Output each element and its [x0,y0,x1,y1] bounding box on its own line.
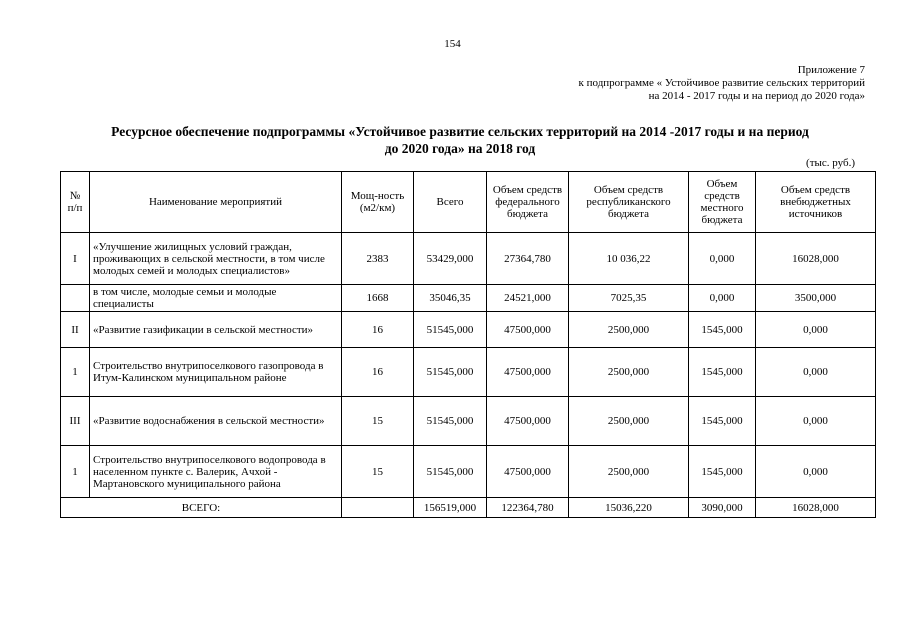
table-row [61,397,876,446]
cell-extra: 16028,000 [756,498,876,518]
cell-total: 35046,35 [414,285,487,312]
cell-local: 0,000 [689,233,756,285]
cell-num: II [61,312,90,348]
units-note: (тыс. руб.) [806,157,855,169]
cell-name: «Улучшение жилищных условий граждан, проживающих в сельской местности, в том числе молодых семей и молодых специалистов» [90,233,342,285]
cell-name: «Развитие водоснабжения в сельской местности» [90,397,342,446]
cell-federal: 122364,780 [487,498,569,518]
cell-local: 1545,000 [689,312,756,348]
cell-federal: 47500,000 [487,397,569,446]
header-num: № п/п [61,172,90,233]
table-row [61,312,876,348]
cell-local: 1545,000 [689,446,756,498]
cell-republic: 2500,000 [569,397,689,446]
cell-total: 53429,000 [414,233,487,285]
cell-federal: 27364,780 [487,233,569,285]
cell-extra: 0,000 [756,446,876,498]
cell-capacity: 15 [342,397,414,446]
cell-num: III [61,397,90,446]
cell-capacity: 2383 [342,233,414,285]
title-line: Ресурсное обеспечение подпрограммы «Устойчивое развитие сельских территорий на 2014 -2017 годы и на период [111,124,809,139]
header-name: Наименование мероприятий [90,172,342,233]
header-extra: Объем средств внебюджетных источников [756,172,876,233]
cell-federal: 47500,000 [487,348,569,397]
cell-capacity: 16 [342,312,414,348]
cell-extra: 0,000 [756,348,876,397]
header-capacity: Мощ-ность (м2/км) [342,172,414,233]
header-total: Всего [414,172,487,233]
table-row [61,285,876,312]
appendix-line: к подпрограмме « Устойчивое развитие сельских территорий [578,77,865,89]
title-line: до 2020 года» на 2018 год [384,141,536,156]
header-federal: Объем средств федерального бюджета [487,172,569,233]
cell-capacity: 15 [342,446,414,498]
cell-extra: 0,000 [756,312,876,348]
table-header-row [61,172,876,233]
document-title [50,123,870,157]
cell-local: 1545,000 [689,397,756,446]
page-number: 154 [444,38,461,50]
cell-federal: 47500,000 [487,312,569,348]
resource-table [60,171,876,518]
cell-num [61,285,90,312]
cell-extra: 16028,000 [756,233,876,285]
cell-capacity: 16 [342,348,414,397]
table-row [61,348,876,397]
cell-republic: 2500,000 [569,348,689,397]
cell-local: 3090,000 [689,498,756,518]
cell-name: Строительство внутрипоселкового газопровода в Итум-Калинском муниципальном районе [90,348,342,397]
cell-federal: 47500,000 [487,446,569,498]
cell-name: «Развитие газификации в сельской местности» [90,312,342,348]
cell-republic: 15036,220 [569,498,689,518]
cell-num: 1 [61,446,90,498]
table-row [61,446,876,498]
cell-total: 51545,000 [414,312,487,348]
cell-total: 51545,000 [414,397,487,446]
header-local: Объем средств местного бюджета [689,172,756,233]
cell-federal: 24521,000 [487,285,569,312]
appendix-line: Приложение 7 [797,64,865,76]
table-row [61,233,876,285]
cell-total: 51545,000 [414,348,487,397]
cell-extra: 0,000 [756,397,876,446]
cell-local: 0,000 [689,285,756,312]
cell-name: в том числе, молодые семьи и молодые специалисты [90,285,342,312]
cell-capacity [342,498,414,518]
cell-num: 1 [61,348,90,397]
cell-republic: 10 036,22 [569,233,689,285]
cell-local: 1545,000 [689,348,756,397]
header-republic: Объем средств республиканского бюджета [569,172,689,233]
cell-name: Строительство внутрипоселкового водопровода в населенном пункте с. Валерик, Ачхой - Мартановского муниципального района [90,446,342,498]
appendix-line: на 2014 - 2017 годы и на период до 2020 года» [648,90,865,102]
total-label: ВСЕГО: [61,498,342,518]
cell-republic: 2500,000 [569,446,689,498]
cell-capacity: 1668 [342,285,414,312]
cell-total: 51545,000 [414,446,487,498]
cell-republic: 7025,35 [569,285,689,312]
cell-num: I [61,233,90,285]
total-row [61,498,876,518]
cell-republic: 2500,000 [569,312,689,348]
cell-extra: 3500,000 [756,285,876,312]
cell-total: 156519,000 [414,498,487,518]
appendix-note [579,64,865,103]
